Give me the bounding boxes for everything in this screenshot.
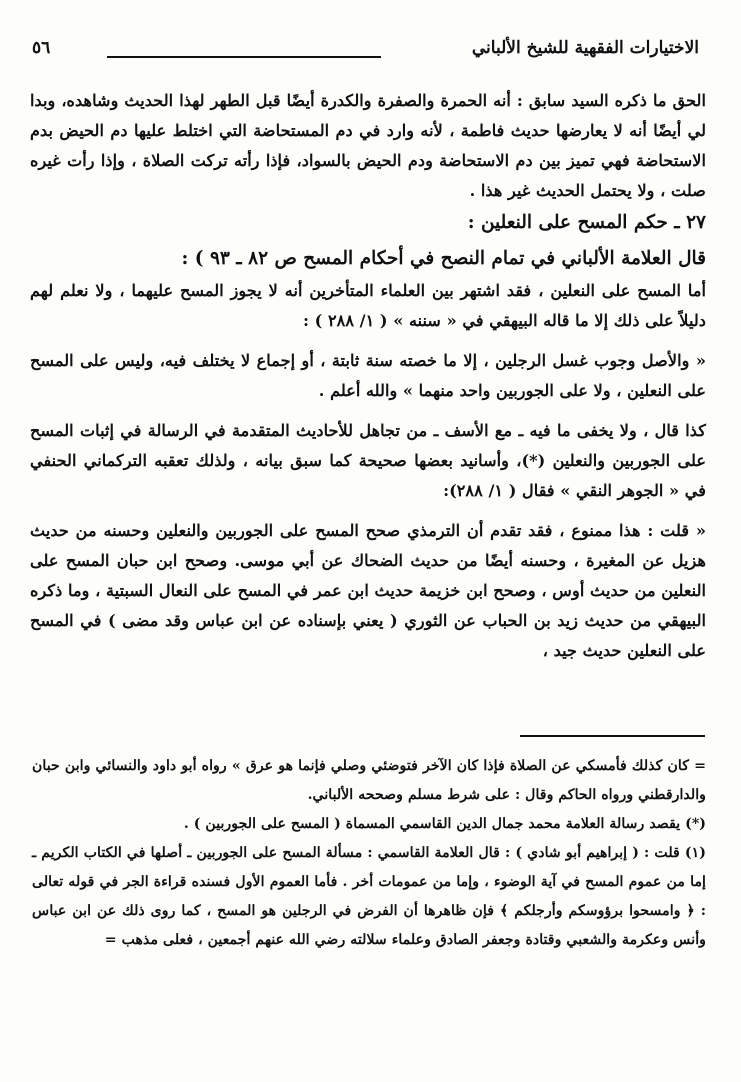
footnote-separator <box>520 735 705 737</box>
main-text <box>30 86 706 666</box>
page-header <box>32 38 699 68</box>
quote-bayhaqi: « والأصل وجوب غسل الرجلين ، إلا ما خصته سنة ثابتة ، أو إجماع لا يختلف فيه، وليس على المسح على النعلين ، ولا على الجوربين واحد منهما » والله أعلم . <box>30 351 706 400</box>
footnote-star: (*) يقصد رسالة العلامة محمد جمال الدين القاسمي المسماة ( المسح على الجوربين ) . <box>183 816 706 832</box>
paragraph-response: كذا قال ، ولا يخفى ما فيه ـ مع الأسف ـ من تجاهل للأحاديث المتقدمة في الرسالة في إثبات المسح على الجوربين والنعلين (*)، وأسانيد بعضها صحيحة كما سبق بيانه ، ولذلك تعقبه التركماني الحنفي في « الجوهر النقي » فقال ( ١/ ٢٨٨): <box>30 421 706 500</box>
header-rule <box>107 56 381 58</box>
page-number: ٥٦ <box>32 38 51 58</box>
footnote-continued: = كان كذلك فأمسكي عن الصلاة فإذا كان الآخر فتوضئي وصلي فإنما هو عرق » رواه أبو داود والنسائي وابن حبان والدارقطني ورواه الحاكم وقال : على شرط مسلم وصححه الألباني. <box>32 758 706 803</box>
paragraph-intro: الحق ما ذكره السيد سابق : أنه الحمرة والصفرة والكدرة أيضًا قبل الطهر لهذا الحديث وشاهده، وبدا لي أيضًا أنه لا يعارضها حديث فاطمة ، لأنه وارد في دم المستحاضة التي اختلط عليها دم الحيض بدم الاستحاضة فهي تميز بين دم الاستحاضة ودم الحيض بالسواد، فإذا رأته تركت الصلاة ، وإذا رأت غيره صلت ، ولا يحتمل الحديث غير هذا . <box>30 91 706 200</box>
quote-turkmani: « قلت : هذا ممنوع ، فقد تقدم أن الترمذي صحح المسح على الجوربين والنعلين وحسنه من حديث هزيل عن المغيرة ، وحسنه أيضًا من حديث الضحاك عن أبي موسى. وصحح ابن حبان المسح على النعلين من حديث أوس ، وصحح ابن خزيمة حديث ابن عمر في المسح على النعال السبتية ، وما ذكره البيهقي من حديث زيد بن الحباب عن الثوري ( يعني بإسناده عن ابن عباس وقد مضى ) في المسح على النعلين حديث جيد ، <box>30 521 706 660</box>
footnote-one: (١) قلت : ( إبراهيم أبو شادي ) : قال العلامة القاسمي : مسألة المسح على الجوربين ـ أصلها في الكتاب الكريم ـ إما من عموم المسح في آية الوضوء ، وإما من عمومات أخر . فأما العموم الأول فسنده قراءة الجر في قوله تعالى : ﴿ وامسحوا برؤوسكم وأرجلكم ﴾ فإن ظاهرها أن الفرض في الرجلين هو المسح ، كما روى ذلك عن ابن عباس وأنس وعكرمة والشعبي وقتادة وجعفر الصادق وعلماء سلالته رضي الله عنهم أجمعين ، فعلى مذهب = <box>32 845 706 948</box>
paragraph-masah: أما المسح على النعلين ، فقد اشتهر بين العلماء المتأخرين أنه لا يجوز المسح عليهما ، ولا نعلم لهم دليلاً على ذلك إلا ما قاله البيهقي في « سننه » ( ١/ ٢٨٨ ) : <box>30 281 706 330</box>
footnotes <box>32 752 706 955</box>
section-subheading: قال العلامة الألباني في تمام النصح في أحكام المسح ص ٨٢ ـ ٩٣ ) : <box>181 248 706 269</box>
running-title: الاختيارات الفقهية للشيخ الألباني <box>471 38 699 58</box>
section-heading: ٢٧ ـ حكم المسح على النعلين : <box>467 212 706 233</box>
